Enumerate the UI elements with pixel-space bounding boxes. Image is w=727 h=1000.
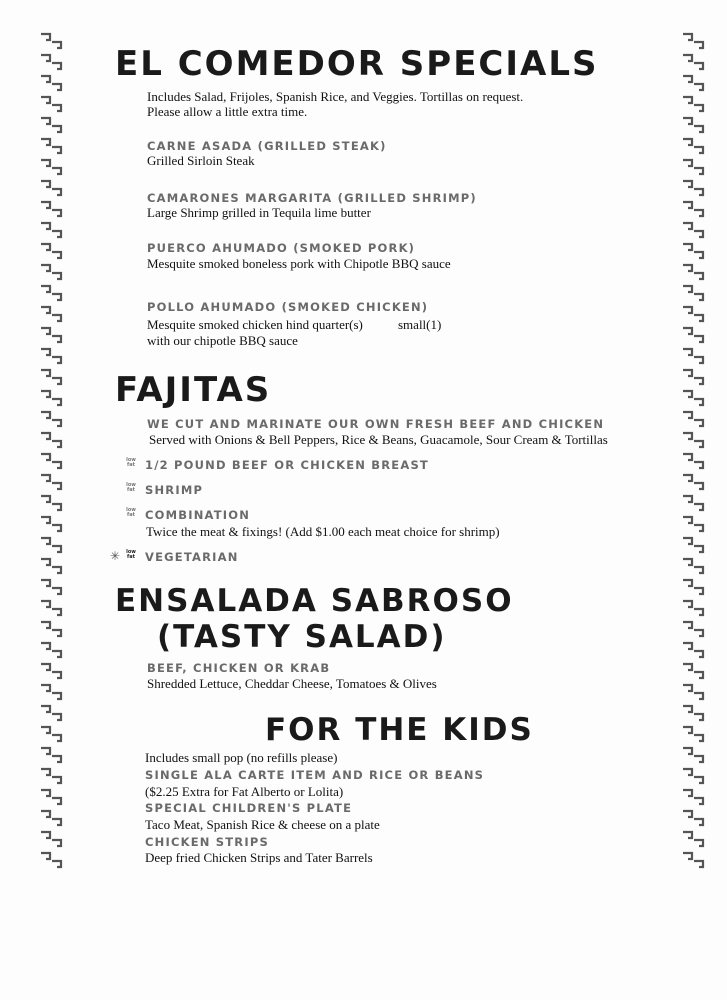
item-name: COMBINATION [145,508,251,522]
left-decorative-border [38,30,64,870]
low-fat-badge: low fat [126,549,136,560]
kids-intro: Includes small pop (no refills please) [145,750,338,765]
fajitas-subtitle: WE CUT AND MARINATE OUR OWN FRESH BEEF AND CHICKEN [147,417,605,431]
low-fat-badge: low fat [126,482,136,493]
specials-intro: Includes Salad, Frijoles, Spanish Rice, and Veggies. Tortillas on request. [147,89,524,104]
item-desc: Mesquite smoked chicken hind quarter(s) [147,317,363,332]
salad-title: ENSALADA SABROSO [115,583,514,619]
item-name: CHICKEN STRIPS [145,835,269,849]
item-size: small(1) [398,317,442,332]
item-name: CAMARONES MARGARITA (GRILLED SHRIMP) [147,191,477,205]
fajitas-title: FAJITAS [115,370,272,410]
low-fat-badge: low fat [126,457,136,468]
star-icon: ✳ [110,549,121,563]
salad-title-2: (TASTY SALAD) [157,619,447,655]
item-name: POLLO AHUMADO (SMOKED CHICKEN) [147,300,429,314]
item-name: 1/2 POUND BEEF OR CHICKEN BREAST [145,458,429,472]
item-name: SINGLE ALA CARTE ITEM AND RICE OR BEANS [145,768,485,782]
right-decorative-border [680,30,706,870]
item-desc: Grilled Sirloin Steak [147,153,255,168]
fajitas-served: Served with Onions & Bell Peppers, Rice & Beans, Guacamole, Sour Cream & Tortillas [149,432,608,447]
specials-title: EL COMEDOR SPECIALS [115,44,599,84]
item-desc: Deep fried Chicken Strips and Tater Barrels [145,850,373,865]
item-desc: Taco Meat, Spanish Rice & cheese on a plate [145,817,380,832]
item-name: VEGETARIAN [145,550,239,564]
item-name: PUERCO AHUMADO (SMOKED PORK) [147,241,416,255]
item-name: CARNE ASADA (GRILLED STEAK) [147,139,387,153]
item-desc: Mesquite smoked boneless pork with Chipotle BBQ sauce [147,256,451,271]
item-name: SHRIMP [145,483,204,497]
item-desc-2: with our chipotle BBQ sauce [147,333,298,348]
item-name: BEEF, CHICKEN OR KRAB [147,661,331,675]
item-desc: Twice the meat & fixings! (Add $1.00 each meat choice for shrimp) [146,524,500,539]
item-desc: Large Shrimp grilled in Tequila lime butter [147,205,371,220]
kids-title: FOR THE KIDS [265,712,534,748]
item-desc: Shredded Lettuce, Cheddar Cheese, Tomatoes & Olives [147,676,437,691]
item-name: SPECIAL CHILDREN'S PLATE [145,801,353,815]
specials-intro-2: Please allow a little extra time. [147,104,308,119]
item-desc: ($2.25 Extra for Fat Alberto or Lolita) [145,784,344,799]
low-fat-badge: low fat [126,507,136,518]
